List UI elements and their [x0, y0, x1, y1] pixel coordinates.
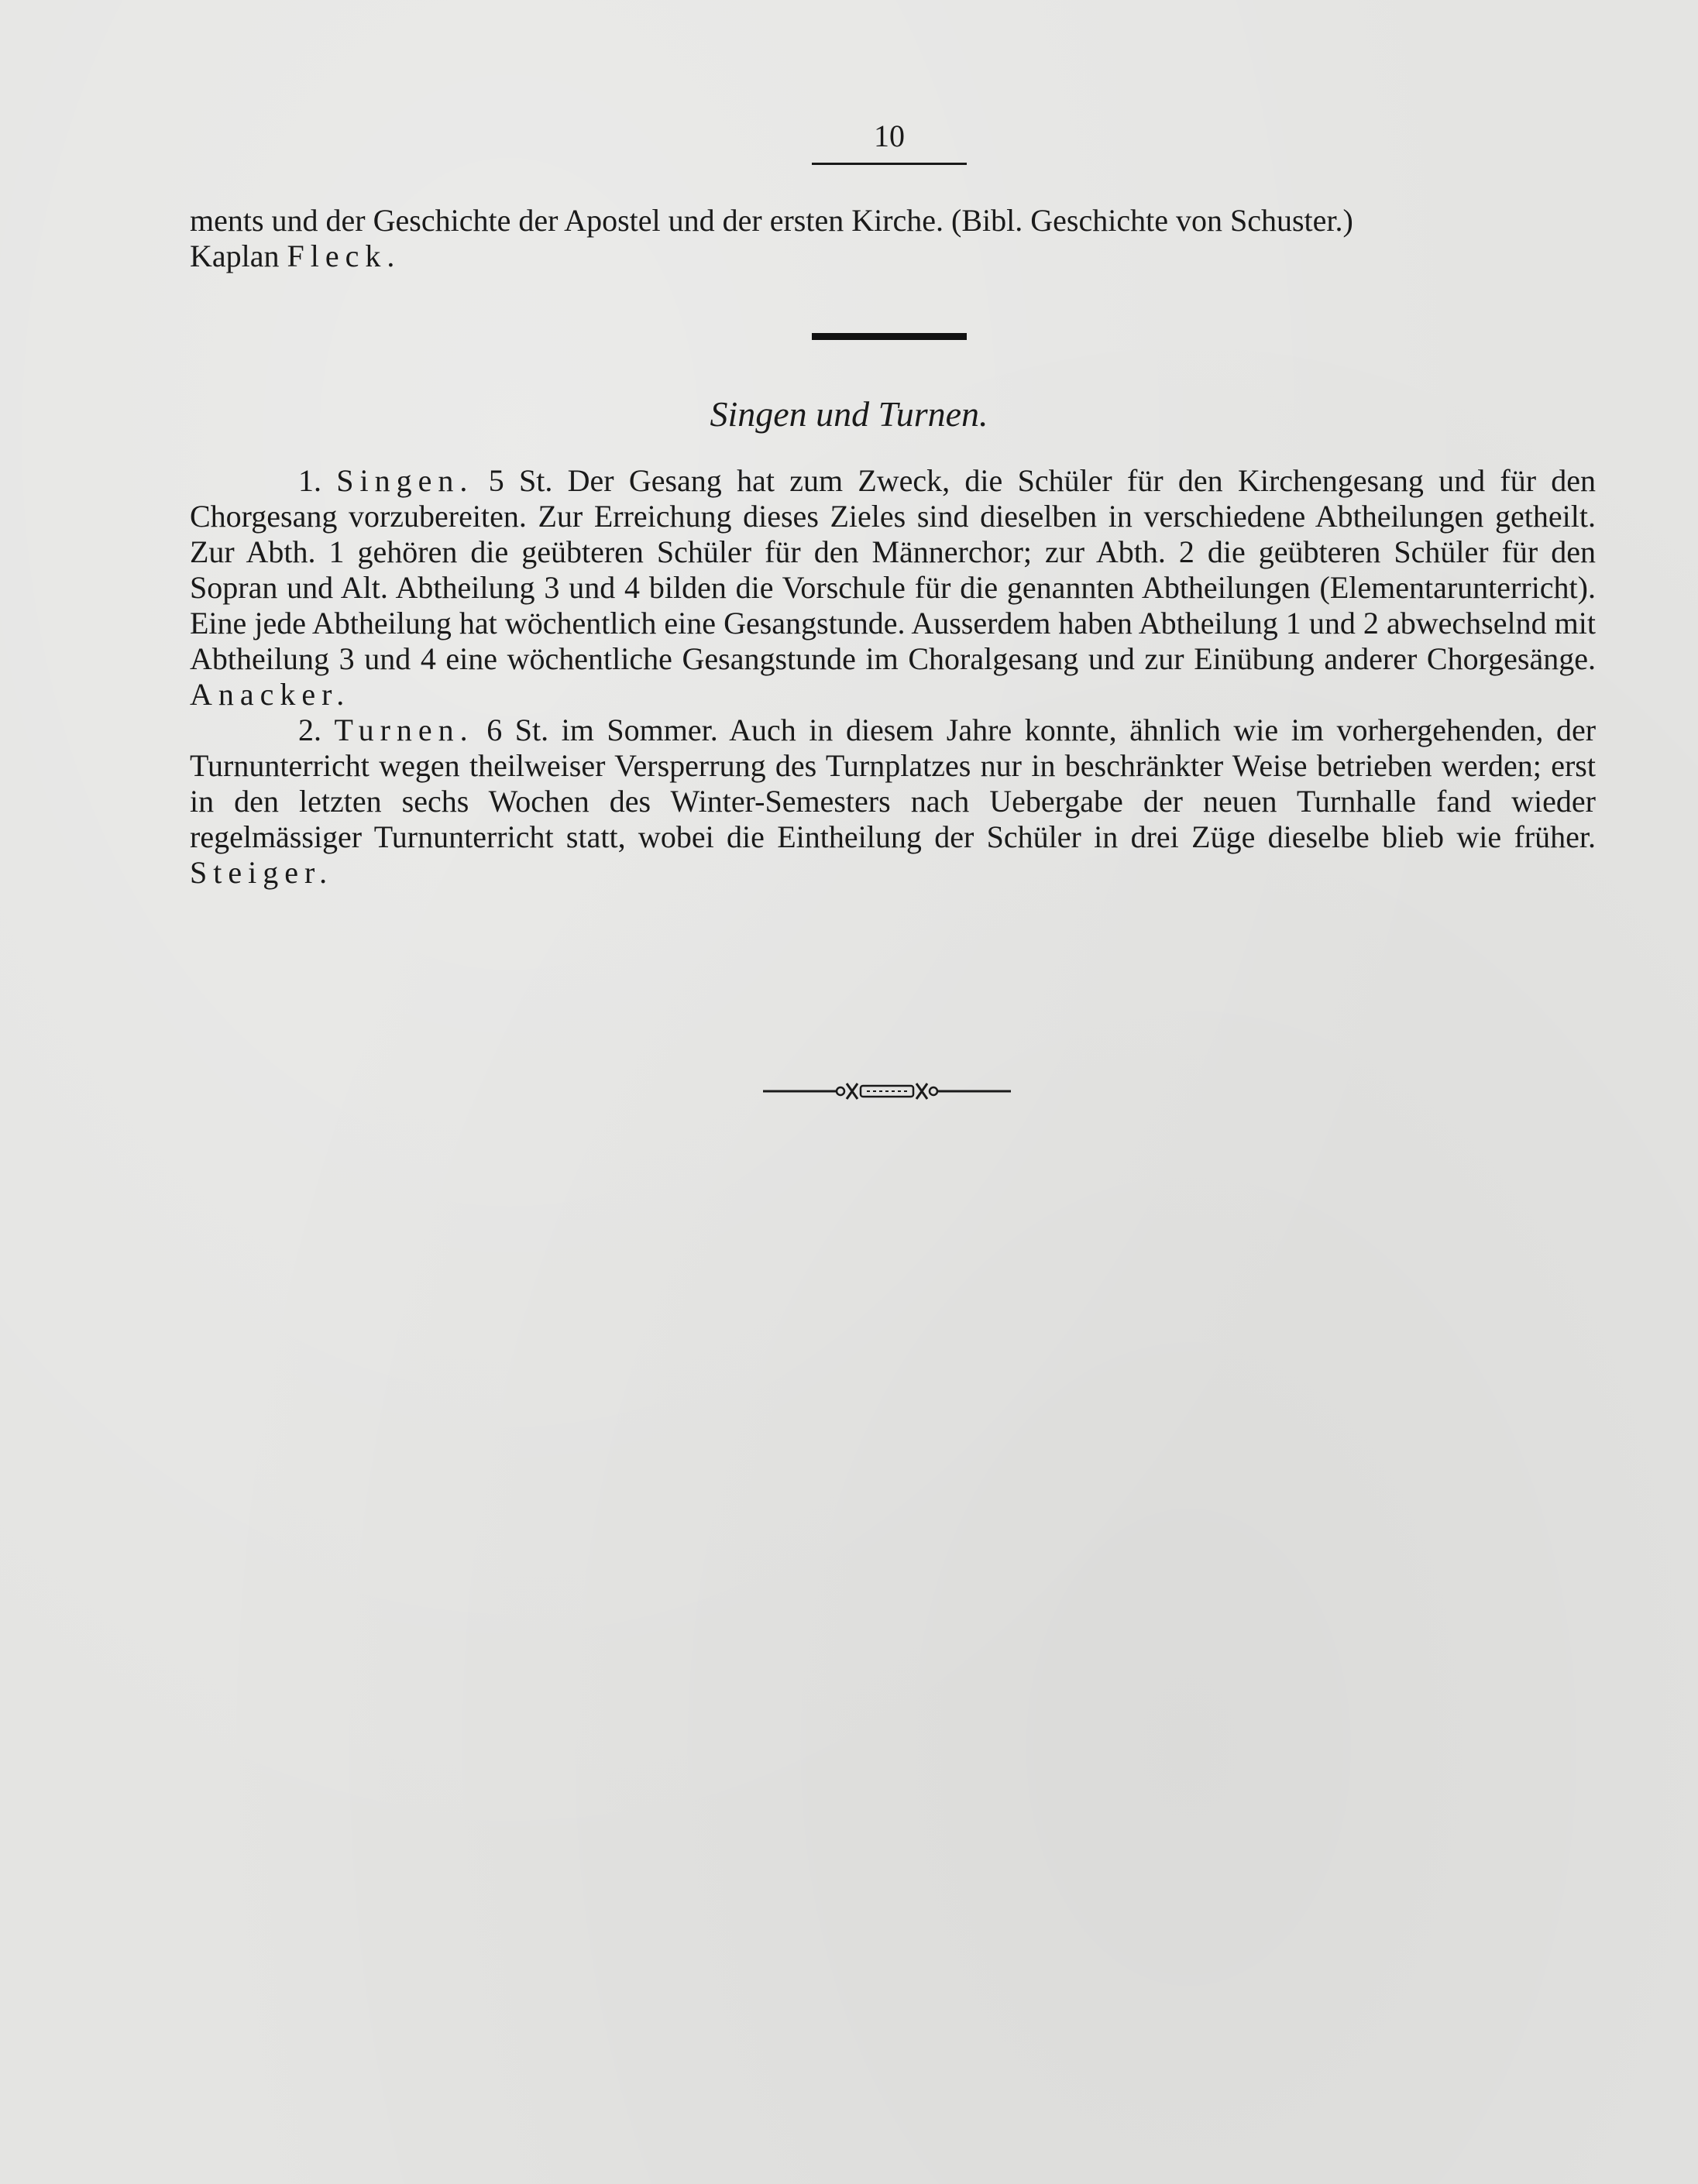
section-title: Singen und Turnen. — [710, 394, 988, 434]
singing-number: 1. — [298, 463, 321, 498]
gymnastics-number: 2. — [298, 713, 321, 747]
section-divider — [812, 333, 967, 340]
gymnastics-hours: 6 St. im Sommer. — [486, 713, 718, 747]
intro-paragraph — [190, 203, 1596, 274]
section-body — [190, 463, 1596, 891]
gymnastics-teacher: Steiger. — [190, 855, 334, 890]
intro-line: ments und der Geschichte der Apostel und der ersten Kirche. (Bibl. Geschichte von Schuster.) — [190, 203, 1353, 238]
singing-paragraph — [190, 463, 1596, 713]
gymnastics-paragraph — [190, 713, 1596, 891]
intro-teacher-title: Kaplan — [190, 239, 280, 273]
singing-hours: 5 St. — [488, 463, 553, 498]
singing-heading: Singen. — [336, 463, 474, 498]
gymnastics-text: Auch in diesem Jahre konnte, ähnlich wie im vorhergehenden, der Turnunterricht wegen theilweiser Versperrung des Turnplatzes nur in beschränkter Weise betrieben werden; erst in den letzten sechs Wochen des Winter-Semesters nach Uebergabe der neuen Turnhalle fand wieder regelmässiger Turnunterricht statt, wobei die Eintheilung der Schüler in drei Züge dieselbe blieb wie früher. — [190, 713, 1597, 854]
intro-teacher-name: Fleck. — [287, 239, 401, 273]
ornament-divider — [763, 1080, 1011, 1103]
page-number: 10 — [874, 118, 905, 153]
singing-text: Der Gesang hat zum Zweck, die Schüler für den Kirchengesang und für den Chorgesang vorzubereiten. Zur Erreichung dieses Zieles sind dieselben in verschiedene Abtheilungen getheilt. Zur Abth. 1 gehören die geübteren Schüler für den Männerchor; zur Abth. 2 die geübteren Schüler für den Sopran und Alt. Abtheilung 3 und 4 bilden die Vorschule für die genannten Abtheilungen (Elementarunterricht). Eine jede Abtheilung hat wöchentlich eine Gesangstunde. Ausserdem haben Abtheilung 1 und 2 abwechselnd mit Abtheilung 3 und 4 eine wöchentliche Gesangstunde im Choralgesang und zur Einübung anderer Chorgesänge. — [190, 463, 1597, 676]
page-number-rule — [812, 163, 967, 165]
intro-teacher — [190, 239, 1596, 274]
singing-teacher: Anacker. — [190, 677, 351, 712]
gymnastics-heading: Turnen. — [334, 713, 474, 747]
